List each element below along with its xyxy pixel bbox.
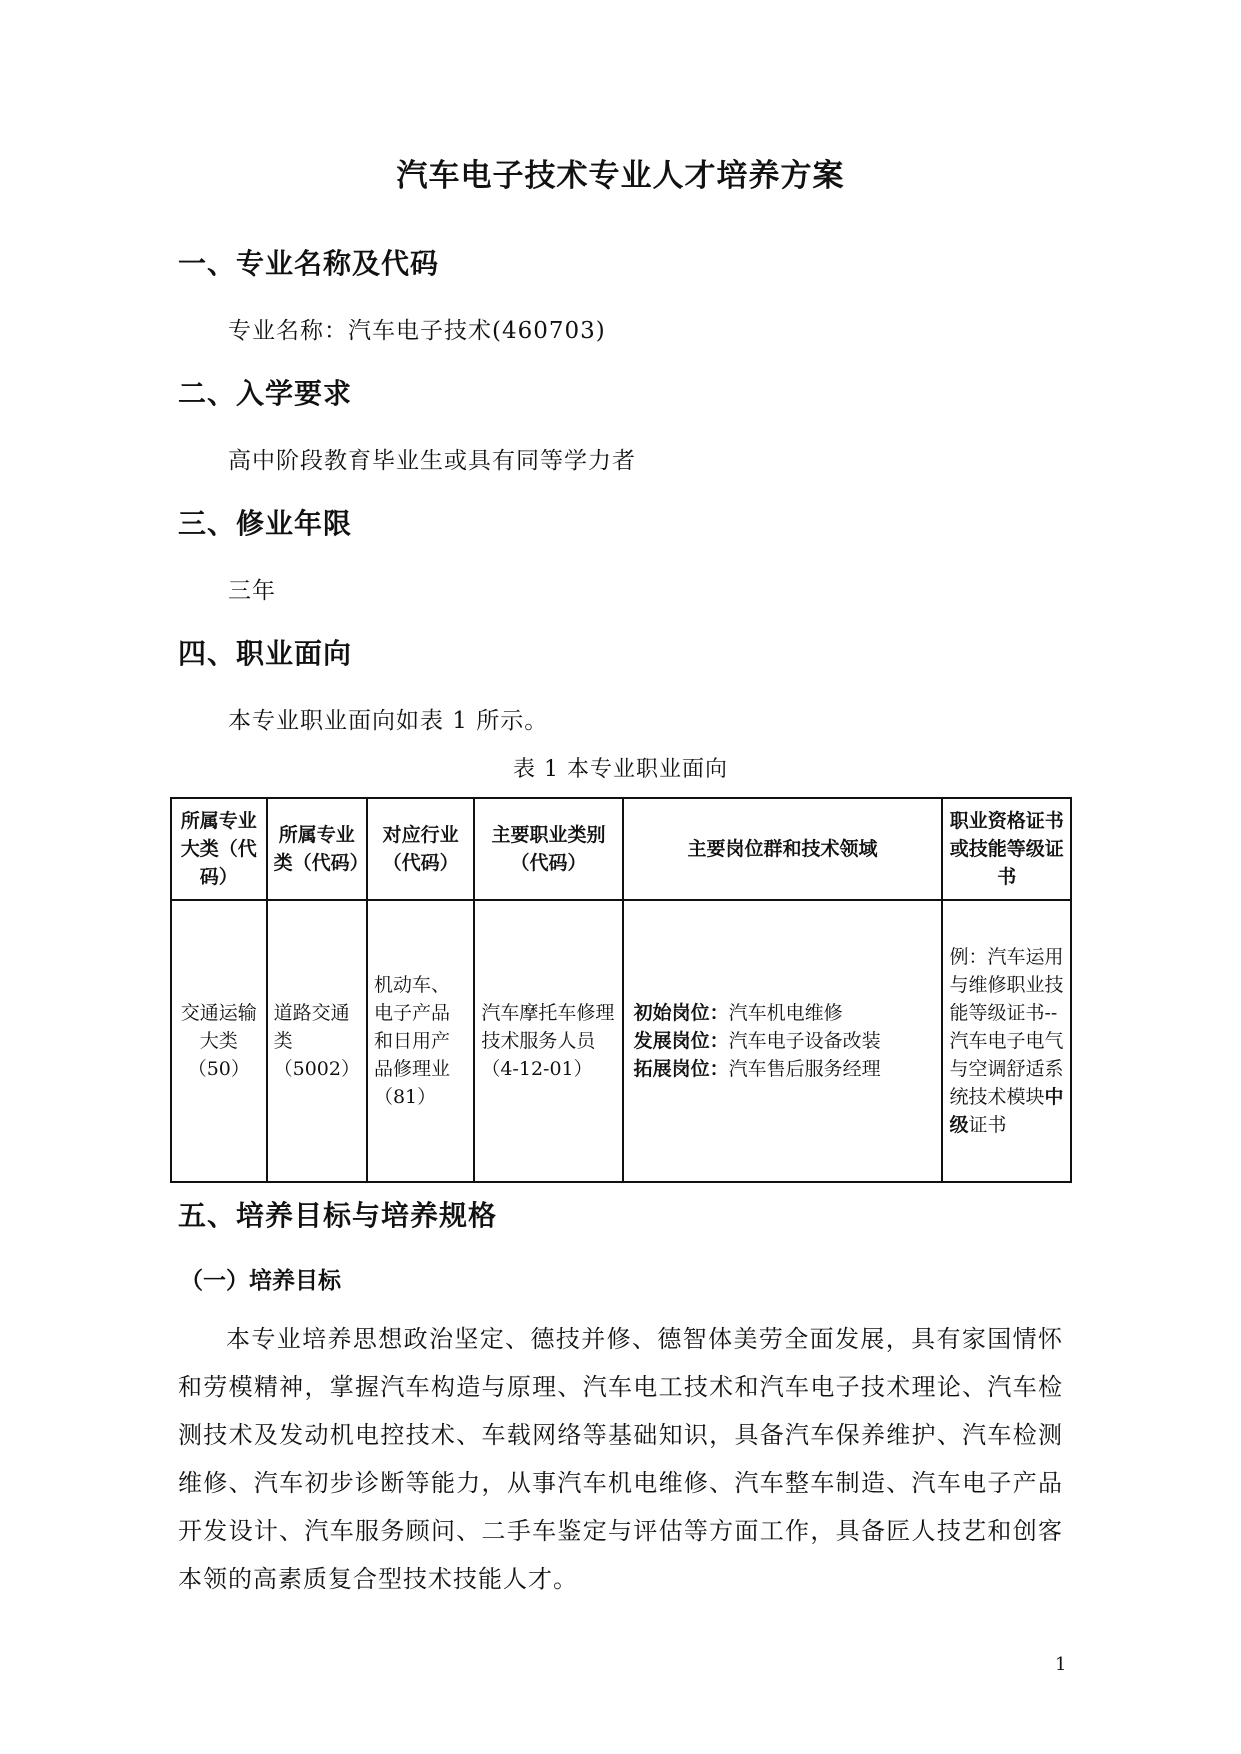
header-cell: 所属专业大类（代码） (171, 798, 267, 900)
positions-cell (623, 900, 943, 1182)
section-heading-3: 三、修业年限 (178, 507, 353, 540)
section-heading-1: 一、专业名称及代码 (178, 247, 440, 280)
training-goal-paragraph: 本专业培养思想政治坚定、德技并修、德智体美劳全面发展，具有家国情怀和劳模精神，掌握汽车构造与原理、汽车电工技术和汽车电子技术理论、汽车检测技术及发动机电控技术、车载网络等基础知识，具备汽车保养维护、汽车检测维修、汽车初步诊断等能力，从事汽车机电维修、汽车整车制造、汽车电子产品开发设计、汽车服务顾问、二手车鉴定与评估等方面工作，具备匠人技艺和创客本领的高素质复合型技术技能人才。 (178, 1325, 1063, 1593)
header-cell: 所属专业类（代码） (267, 798, 367, 900)
admission-text: 高中阶段教育毕业生或具有同等学力者 (228, 448, 636, 474)
table-caption: 表 1 本专业职业面向 (513, 757, 728, 782)
page-number: 1 (1055, 1654, 1067, 1675)
table-header-row (171, 798, 1071, 900)
position-expand: 拓展岗位：汽车售后服务经理 (633, 1058, 881, 1080)
header-cell: 主要职业类别（代码） (474, 798, 622, 900)
section-heading-2: 二、入学要求 (178, 377, 353, 410)
section-heading-4: 四、职业面向 (178, 637, 353, 670)
document-title: 汽车电子技术专业人才培养方案 (396, 158, 845, 194)
subsection-heading: （一）培养目标 (180, 1268, 341, 1294)
occupation-cell: 汽车摩托车修理技术服务人员（4-12-01） (474, 900, 622, 1182)
table-row (171, 900, 1071, 1182)
position-develop: 发展岗位：汽车电子设备改装 (633, 1030, 881, 1052)
industry-cell: 机动车、电子产品和日用产品修理业（81） (367, 900, 474, 1182)
header-cell: 对应行业（代码） (367, 798, 474, 900)
occupation-intro-text: 本专业职业面向如表 1 所示。 (228, 708, 549, 734)
header-cell: 主要岗位群和技术领域 (623, 798, 943, 900)
section-heading-5: 五、培养目标与培养规格 (178, 1199, 498, 1232)
duration-text: 三年 (228, 578, 276, 604)
certificate-cell: 例：汽车运用与维修职业技能等级证书--汽车电子电气与空调舒适系统技术模块中级证书 (942, 900, 1071, 1182)
occupation-table (170, 797, 1072, 1183)
subcategory-cell: 道路交通类（5002） (267, 900, 367, 1182)
category-cell: 交通运输大类（50） (171, 900, 267, 1182)
major-name-text: 专业名称：汽车电子技术(460703) (228, 318, 606, 344)
header-cell: 职业资格证书或技能等级证书 (942, 798, 1071, 900)
position-initial: 初始岗位：汽车机电维修 (633, 1002, 843, 1024)
